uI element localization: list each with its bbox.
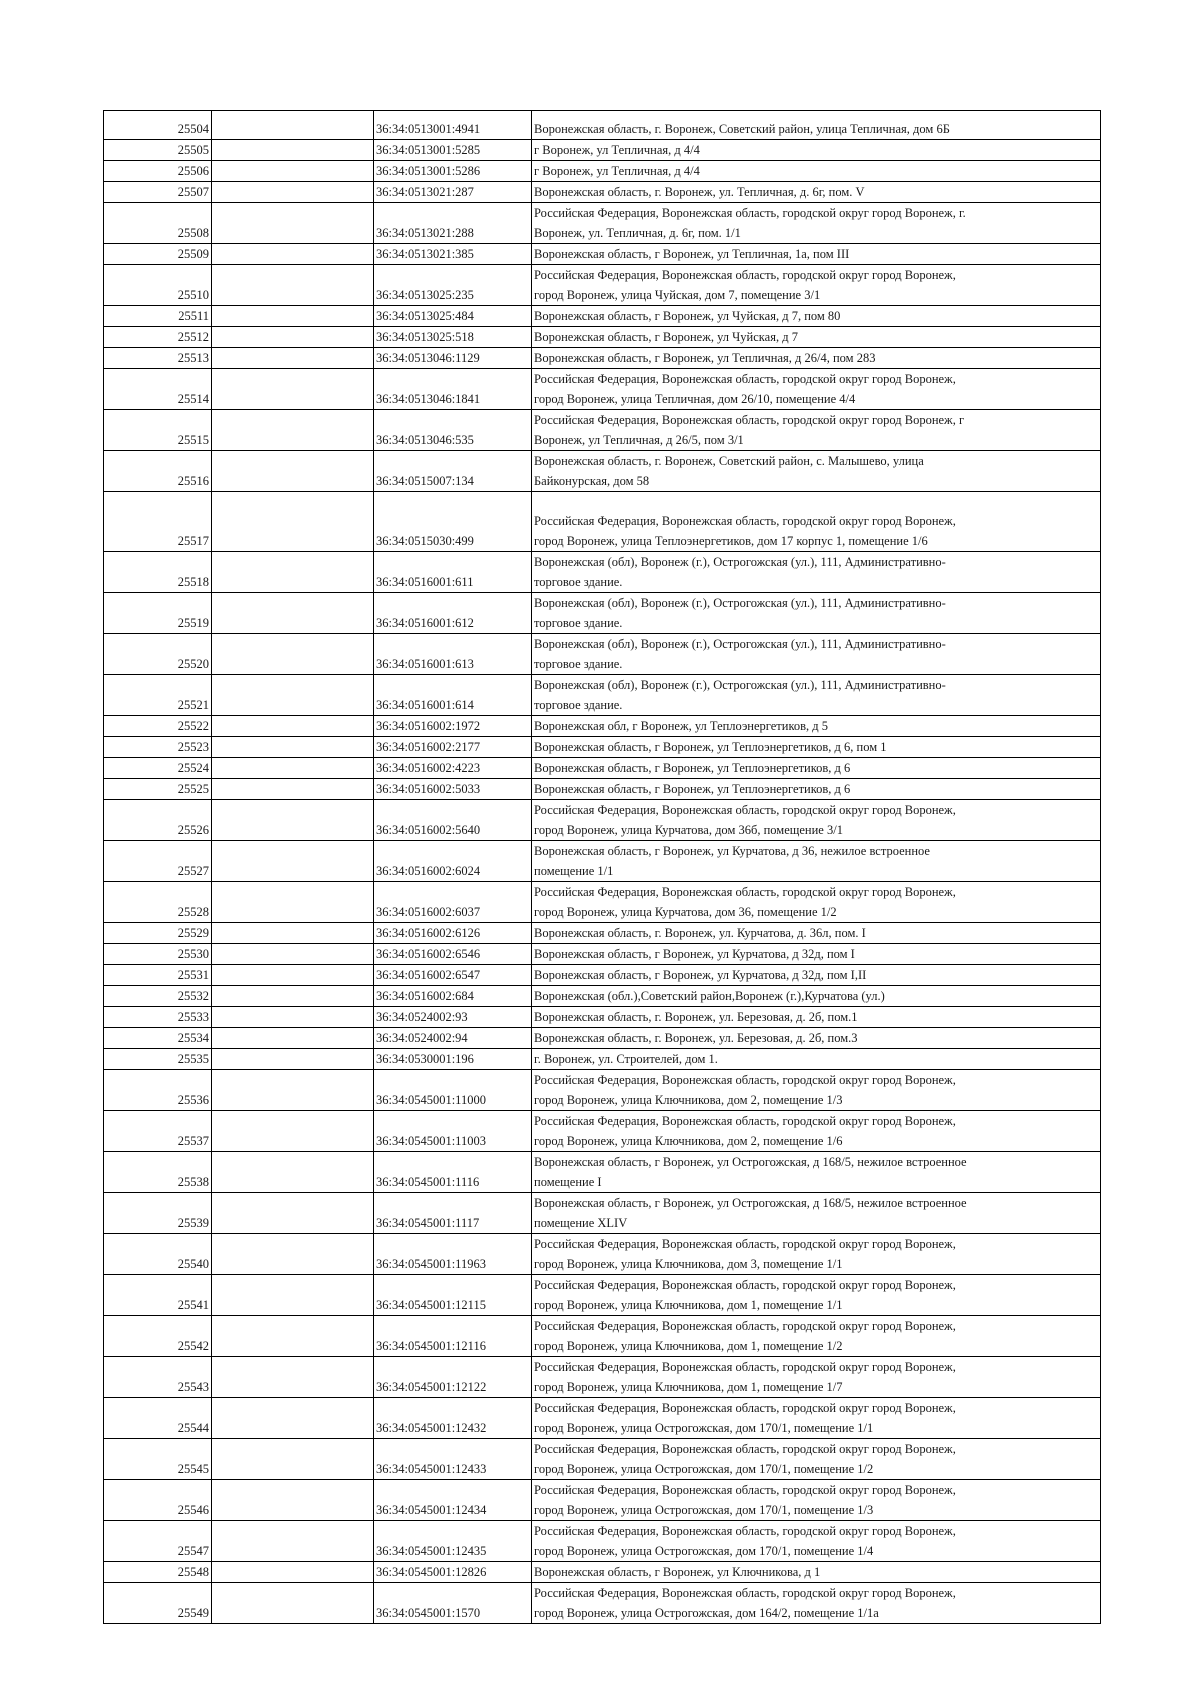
address-cell [532, 1193, 1101, 1234]
address-cell [532, 593, 1101, 634]
row-number: 25512 [104, 327, 212, 348]
address-cell [532, 716, 1101, 737]
address-cell [532, 923, 1101, 944]
table-row [104, 369, 1101, 410]
address-cell [532, 1275, 1101, 1316]
row-number: 25510 [104, 265, 212, 306]
address-text: Российская Федерация, Воронежская область, городской округ город Воронеж, город Воронеж, улица Ключникова, дом 2, помещение 1/3 [534, 1073, 956, 1107]
cadastral-number: 36:34:0516001:613 [374, 634, 532, 675]
cadastral-number: 36:34:0524002:93 [374, 1007, 532, 1028]
cadastral-number: 36:34:0516002:6024 [374, 841, 532, 882]
empty-cell [212, 737, 374, 758]
address-cell [532, 161, 1101, 182]
table-row [104, 140, 1101, 161]
cadastral-number: 36:34:0516002:684 [374, 986, 532, 1007]
table-row [104, 1234, 1101, 1275]
row-number: 25524 [104, 758, 212, 779]
table-row [104, 1193, 1101, 1234]
empty-cell [212, 1480, 374, 1521]
row-number: 25528 [104, 882, 212, 923]
row-number: 25536 [104, 1070, 212, 1111]
empty-cell [212, 800, 374, 841]
address-text: Российская Федерация, Воронежская область, городской округ город Воронеж, город Воронеж, улица Чуйская, дом 7, помещение 3/1 [534, 268, 956, 302]
address-cell [532, 634, 1101, 675]
address-cell [532, 1398, 1101, 1439]
row-number: 25508 [104, 203, 212, 244]
address-text: Российская Федерация, Воронежская область, городской округ город Воронеж, город Воронеж, улица Ключникова, дом 1, помещение 1/7 [534, 1360, 956, 1394]
address-cell [532, 737, 1101, 758]
cadastral-number: 36:34:0516002:5033 [374, 779, 532, 800]
row-number: 25522 [104, 716, 212, 737]
address-text: Воронежская область, г. Воронеж, ул. Березовая, д. 2б, пом.1 [534, 1009, 858, 1024]
table-row [104, 552, 1101, 593]
empty-cell [212, 634, 374, 675]
address-text: Воронежская (обл), Воронеж (г.), Острогожская (ул.), 111, Административно- торговое здание. [534, 678, 946, 712]
address-cell [532, 265, 1101, 306]
address-text: Воронежская область, г. Воронеж, ул. Тепличная, д. 6г, пом. V [534, 184, 865, 199]
row-number: 25546 [104, 1480, 212, 1521]
row-number: 25533 [104, 1007, 212, 1028]
row-number: 25523 [104, 737, 212, 758]
address-cell [532, 1439, 1101, 1480]
address-text: Российская Федерация, Воронежская область, городской округ город Воронеж, город Воронеж, улица Острогожская, дом 164/2, помещение 1/1а [534, 1586, 956, 1620]
empty-cell [212, 265, 374, 306]
empty-cell [212, 923, 374, 944]
row-number: 25532 [104, 986, 212, 1007]
table-row [104, 492, 1101, 552]
address-cell [532, 675, 1101, 716]
address-cell [532, 1234, 1101, 1275]
row-number: 25509 [104, 244, 212, 265]
cadastral-number: 36:34:0545001:12435 [374, 1521, 532, 1562]
address-text: Российская Федерация, Воронежская область, городской округ город Воронеж, город Воронеж, улица Острогожская, дом 170/1, помещение 1/3 [534, 1483, 956, 1517]
table-row [104, 965, 1101, 986]
address-cell [532, 1583, 1101, 1624]
cadastral-number: 36:34:0513046:1841 [374, 369, 532, 410]
address-text: Воронежская область, г Воронеж, ул Теплоэнергетиков, д 6 [534, 760, 851, 775]
address-text: Российская Федерация, Воронежская область, городской округ город Воронеж, город Воронеж, улица Курчатова, дом 36б, помещение 3/1 [534, 803, 956, 837]
cadastral-number: 36:34:0513021:288 [374, 203, 532, 244]
row-number: 25542 [104, 1316, 212, 1357]
empty-cell [212, 1583, 374, 1624]
address-cell [532, 140, 1101, 161]
table-row [104, 182, 1101, 203]
empty-cell [212, 1234, 374, 1275]
address-cell [532, 1152, 1101, 1193]
table-row [104, 244, 1101, 265]
address-cell [532, 1357, 1101, 1398]
row-number: 25549 [104, 1583, 212, 1624]
cadastral-number: 36:34:0513046:535 [374, 410, 532, 451]
address-text: Российская Федерация, Воронежская область, городской округ город Воронеж, г. Воронеж, ул. Тепличная, д. 6г, пом. 1/1 [534, 206, 966, 240]
cadastral-number: 36:34:0545001:12434 [374, 1480, 532, 1521]
empty-cell [212, 1028, 374, 1049]
empty-cell [212, 1070, 374, 1111]
table-row [104, 737, 1101, 758]
address-cell [532, 882, 1101, 923]
empty-cell [212, 182, 374, 203]
cadastral-number: 36:34:0513021:287 [374, 182, 532, 203]
cadastral-number: 36:34:0545001:11963 [374, 1234, 532, 1275]
cadastral-number: 36:34:0530001:196 [374, 1049, 532, 1070]
cadastral-number: 36:34:0516002:4223 [374, 758, 532, 779]
address-text: Российская Федерация, Воронежская область, городской округ город Воронеж, город Воронеж, улица Тепличная, дом 26/10, помещение 4/4 [534, 372, 956, 406]
cadastral-number: 36:34:0516002:6126 [374, 923, 532, 944]
row-number: 25547 [104, 1521, 212, 1562]
table-row [104, 1562, 1101, 1583]
empty-cell [212, 1007, 374, 1028]
row-number: 25530 [104, 944, 212, 965]
cadastral-number: 36:34:0516001:611 [374, 552, 532, 593]
row-number: 25519 [104, 593, 212, 634]
row-number: 25506 [104, 161, 212, 182]
empty-cell [212, 882, 374, 923]
row-number: 25520 [104, 634, 212, 675]
table-row [104, 1275, 1101, 1316]
address-text: Российская Федерация, Воронежская область, городской округ город Воронеж, город Воронеж, улица Острогожская, дом 170/1, помещение 1/2 [534, 1442, 956, 1476]
row-number: 25504 [104, 111, 212, 140]
row-number: 25516 [104, 451, 212, 492]
empty-cell [212, 593, 374, 634]
cadastral-number: 36:34:0513021:385 [374, 244, 532, 265]
cadastral-number: 36:34:0516002:2177 [374, 737, 532, 758]
cadastral-number: 36:34:0516002:5640 [374, 800, 532, 841]
table-row [104, 944, 1101, 965]
registry-body [104, 111, 1101, 1624]
table-row [104, 841, 1101, 882]
address-text: Воронежская область, г Воронеж, ул Тепличная, д 26/4, пом 283 [534, 350, 876, 365]
cadastral-number: 36:34:0545001:12115 [374, 1275, 532, 1316]
table-row [104, 451, 1101, 492]
table-row [104, 716, 1101, 737]
table-row [104, 593, 1101, 634]
address-cell [532, 111, 1101, 140]
cadastral-number: 36:34:0513001:4941 [374, 111, 532, 140]
row-number: 25534 [104, 1028, 212, 1049]
empty-cell [212, 369, 374, 410]
address-cell [532, 203, 1101, 244]
empty-cell [212, 140, 374, 161]
empty-cell [212, 965, 374, 986]
cadastral-number: 36:34:0516002:1972 [374, 716, 532, 737]
row-number: 25539 [104, 1193, 212, 1234]
cadastral-number: 36:34:0545001:11000 [374, 1070, 532, 1111]
address-cell [532, 244, 1101, 265]
address-text: Воронежская область, г Воронеж, ул Чуйская, д 7, пом 80 [534, 308, 841, 323]
empty-cell [212, 161, 374, 182]
table-row [104, 1007, 1101, 1028]
cadastral-number: 36:34:0545001:1117 [374, 1193, 532, 1234]
row-number: 25544 [104, 1398, 212, 1439]
row-number: 25526 [104, 800, 212, 841]
empty-cell [212, 1193, 374, 1234]
empty-cell [212, 1275, 374, 1316]
empty-cell [212, 410, 374, 451]
empty-cell [212, 1398, 374, 1439]
empty-cell [212, 758, 374, 779]
row-number: 25521 [104, 675, 212, 716]
address-cell [532, 1007, 1101, 1028]
empty-cell [212, 451, 374, 492]
row-number: 25543 [104, 1357, 212, 1398]
table-row [104, 348, 1101, 369]
row-number: 25548 [104, 1562, 212, 1583]
address-text: Воронежская обл, г Воронеж, ул Теплоэнергетиков, д 5 [534, 718, 829, 733]
row-number: 25505 [104, 140, 212, 161]
empty-cell [212, 1111, 374, 1152]
address-cell [532, 1111, 1101, 1152]
table-row [104, 327, 1101, 348]
table-row [104, 410, 1101, 451]
address-cell [532, 965, 1101, 986]
cadastral-number: 36:34:0516002:6037 [374, 882, 532, 923]
row-number: 25545 [104, 1439, 212, 1480]
table-row [104, 1070, 1101, 1111]
empty-cell [212, 1152, 374, 1193]
empty-cell [212, 1357, 374, 1398]
cadastral-number: 36:34:0545001:1570 [374, 1583, 532, 1624]
empty-cell [212, 841, 374, 882]
table-row [104, 923, 1101, 944]
empty-cell [212, 244, 374, 265]
table-row [104, 675, 1101, 716]
address-cell [532, 327, 1101, 348]
row-number: 25517 [104, 492, 212, 552]
address-cell [532, 451, 1101, 492]
table-row [104, 986, 1101, 1007]
cadastral-number: 36:34:0513001:5285 [374, 140, 532, 161]
row-number: 25535 [104, 1049, 212, 1070]
table-row [104, 1028, 1101, 1049]
address-text: Воронежская область, г Воронеж, ул Острогожская, д 168/5, нежилое встроенное помещение I [534, 1155, 967, 1189]
cadastral-number: 36:34:0545001:12433 [374, 1439, 532, 1480]
table-row [104, 1316, 1101, 1357]
table-row [104, 1152, 1101, 1193]
empty-cell [212, 1521, 374, 1562]
empty-cell [212, 986, 374, 1007]
address-text: Российская Федерация, Воронежская область, городской округ город Воронеж, город Воронеж, улица Ключникова, дом 1, помещение 1/2 [534, 1319, 956, 1353]
row-number: 25540 [104, 1234, 212, 1275]
address-text: Воронежская область, г. Воронеж, ул. Березовая, д. 2б, пом.3 [534, 1030, 858, 1045]
row-number: 25529 [104, 923, 212, 944]
cadastral-number: 36:34:0515030:499 [374, 492, 532, 552]
address-text: Воронежская область, г Воронеж, ул Курчатова, д 32д, пом I,II [534, 967, 867, 982]
cadastral-number: 36:34:0515007:134 [374, 451, 532, 492]
empty-cell [212, 492, 374, 552]
cadastral-number: 36:34:0513001:5286 [374, 161, 532, 182]
empty-cell [212, 716, 374, 737]
address-cell [532, 1070, 1101, 1111]
empty-cell [212, 1562, 374, 1583]
address-text: Воронежская область, г Воронеж, ул Теплоэнергетиков, д 6 [534, 781, 851, 796]
row-number: 25518 [104, 552, 212, 593]
cadastral-number: 36:34:0545001:11003 [374, 1111, 532, 1152]
address-cell [532, 1028, 1101, 1049]
empty-cell [212, 203, 374, 244]
row-number: 25507 [104, 182, 212, 203]
address-cell [532, 758, 1101, 779]
address-cell [532, 552, 1101, 593]
cadastral-number: 36:34:0513025:235 [374, 265, 532, 306]
row-number: 25513 [104, 348, 212, 369]
address-cell [532, 944, 1101, 965]
address-text: Российская Федерация, Воронежская область, городской округ город Воронеж, город Воронеж, улица Ключникова, дом 2, помещение 1/6 [534, 1114, 956, 1148]
address-text: Воронежская область, г Воронеж, ул Курчатова, д 32д, пом I [534, 946, 855, 961]
table-row [104, 1398, 1101, 1439]
table-row [104, 882, 1101, 923]
cadastral-number: 36:34:0545001:12122 [374, 1357, 532, 1398]
cadastral-number: 36:34:0516002:6546 [374, 944, 532, 965]
address-text: Российская Федерация, Воронежская область, городской округ город Воронеж, город Воронеж, улица Ключникова, дом 3, помещение 1/1 [534, 1237, 956, 1271]
table-row [104, 1439, 1101, 1480]
row-number: 25525 [104, 779, 212, 800]
table-row [104, 1480, 1101, 1521]
empty-cell [212, 944, 374, 965]
table-row [104, 1049, 1101, 1070]
cadastral-number: 36:34:0513046:1129 [374, 348, 532, 369]
row-number: 25511 [104, 306, 212, 327]
address-text: Воронежская область, г. Воронеж, ул. Курчатова, д. 36л, пом. I [534, 925, 866, 940]
cadastral-number: 36:34:0545001:12116 [374, 1316, 532, 1357]
empty-cell [212, 306, 374, 327]
address-cell [532, 182, 1101, 203]
empty-cell [212, 675, 374, 716]
address-text: г Воронеж, ул Тепличная, д 4/4 [534, 142, 700, 157]
table-row [104, 634, 1101, 675]
cadastral-number: 36:34:0513025:484 [374, 306, 532, 327]
address-cell [532, 986, 1101, 1007]
cadastral-number: 36:34:0516001:614 [374, 675, 532, 716]
table-row [104, 758, 1101, 779]
empty-cell [212, 1049, 374, 1070]
empty-cell [212, 779, 374, 800]
address-cell [532, 1316, 1101, 1357]
address-cell [532, 1480, 1101, 1521]
address-cell [532, 1049, 1101, 1070]
address-text: Воронежская область, г Воронеж, ул Ключникова, д 1 [534, 1564, 821, 1579]
table-row [104, 1111, 1101, 1152]
row-number: 25541 [104, 1275, 212, 1316]
address-text: Российская Федерация, Воронежская область, городской округ город Воронеж, г Воронеж, ул Тепличная, д 26/5, пом 3/1 [534, 413, 965, 447]
address-cell [532, 492, 1101, 552]
address-text: Российская Федерация, Воронежская область, городской округ город Воронеж, город Воронеж, улица Ключникова, дом 1, помещение 1/1 [534, 1278, 956, 1312]
address-cell [532, 410, 1101, 451]
address-text: Воронежская область, г. Воронеж, Советский район, с. Малышево, улица Байконурская, дом 58 [534, 454, 924, 488]
address-text: Воронежская (обл), Воронеж (г.), Острогожская (ул.), 111, Административно- торговое здание. [534, 637, 946, 671]
address-cell [532, 779, 1101, 800]
table-row [104, 306, 1101, 327]
address-text: г Воронеж, ул Тепличная, д 4/4 [534, 163, 700, 178]
table-row [104, 1357, 1101, 1398]
table-row [104, 111, 1101, 140]
empty-cell [212, 111, 374, 140]
table-row [104, 1583, 1101, 1624]
address-text: Воронежская (обл), Воронеж (г.), Острогожская (ул.), 111, Административно- торговое здание. [534, 596, 946, 630]
cadastral-number: 36:34:0516002:6547 [374, 965, 532, 986]
address-text: Воронежская область, г Воронеж, ул Тепличная, 1а, пом III [534, 246, 850, 261]
table-row [104, 265, 1101, 306]
address-text: Воронежская область, г Воронеж, ул Чуйская, д 7 [534, 329, 798, 344]
address-text: Воронежская область, г. Воронеж, Советский район, улица Тепличная, дом 6Б [534, 121, 950, 136]
address-cell [532, 306, 1101, 327]
row-number: 25531 [104, 965, 212, 986]
empty-cell [212, 1439, 374, 1480]
empty-cell [212, 327, 374, 348]
address-text: Воронежская (обл.),Советский район,Воронеж (г.),Курчатова (ул.) [534, 988, 885, 1003]
address-cell [532, 841, 1101, 882]
cadastral-number: 36:34:0545001:12826 [374, 1562, 532, 1583]
address-text: Российская Федерация, Воронежская область, городской округ город Воронеж, город Воронеж, улица Теплоэнергетиков, дом 17 корпус 1, помещение 1/6 [534, 514, 956, 548]
address-cell [532, 1562, 1101, 1583]
address-text: Российская Федерация, Воронежская область, городской округ город Воронеж, город Воронеж, улица Курчатова, дом 36, помещение 1/2 [534, 885, 956, 919]
address-text: Российская Федерация, Воронежская область, городской округ город Воронеж, город Воронеж, улица Острогожская, дом 170/1, помещение 1/4 [534, 1524, 956, 1558]
row-number: 25538 [104, 1152, 212, 1193]
table-row [104, 779, 1101, 800]
registry-table [103, 110, 1101, 1624]
empty-cell [212, 348, 374, 369]
address-text: Воронежская область, г Воронеж, ул Острогожская, д 168/5, нежилое встроенное помещение XLIV [534, 1196, 967, 1230]
row-number: 25527 [104, 841, 212, 882]
address-text: Воронежская область, г Воронеж, ул Курчатова, д 36, нежилое встроенное помещение 1/1 [534, 844, 930, 878]
empty-cell [212, 1316, 374, 1357]
row-number: 25514 [104, 369, 212, 410]
table-row [104, 800, 1101, 841]
address-cell [532, 800, 1101, 841]
address-cell [532, 348, 1101, 369]
row-number: 25537 [104, 1111, 212, 1152]
cadastral-number: 36:34:0545001:1116 [374, 1152, 532, 1193]
table-row [104, 203, 1101, 244]
address-text: Российская Федерация, Воронежская область, городской округ город Воронеж, город Воронеж, улица Острогожская, дом 170/1, помещение 1/1 [534, 1401, 956, 1435]
table-row [104, 1521, 1101, 1562]
empty-cell [212, 552, 374, 593]
table-row [104, 161, 1101, 182]
cadastral-number: 36:34:0545001:12432 [374, 1398, 532, 1439]
address-cell [532, 369, 1101, 410]
address-text: Воронежская область, г Воронеж, ул Теплоэнергетиков, д 6, пом 1 [534, 739, 887, 754]
address-text: Воронежская (обл), Воронеж (г.), Острогожская (ул.), 111, Административно- торговое здание. [534, 555, 946, 589]
cadastral-number: 36:34:0513025:518 [374, 327, 532, 348]
cadastral-number: 36:34:0516001:612 [374, 593, 532, 634]
cadastral-number: 36:34:0524002:94 [374, 1028, 532, 1049]
address-cell [532, 1521, 1101, 1562]
address-text: г. Воронеж, ул. Строителей, дом 1. [534, 1051, 718, 1066]
row-number: 25515 [104, 410, 212, 451]
